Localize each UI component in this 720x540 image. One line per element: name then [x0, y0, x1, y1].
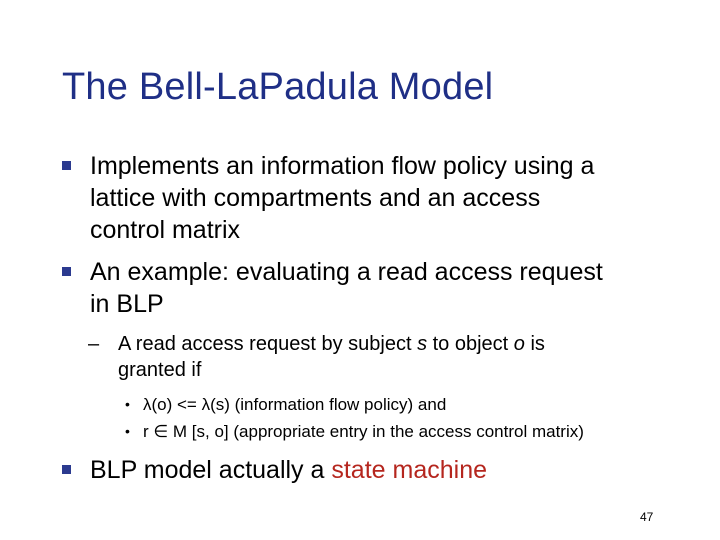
subject-variable: s — [417, 333, 428, 355]
sub-sub-bullet-1 — [125, 394, 685, 416]
bullet-2-line-1: An example: evaluating a read access request — [90, 258, 603, 286]
square-bullet-icon — [62, 267, 71, 276]
sub-sub-bullet-2 — [125, 421, 685, 443]
bullet-3-text — [90, 454, 682, 486]
dot-bullet-icon: • — [125, 396, 130, 412]
sub-sub-bullet-2-text: r ∈ M [s, o] (appropriate entry in the access control matrix) — [143, 422, 584, 441]
sub-bullet-text-a: A read access request by subject — [118, 333, 418, 355]
state-machine-highlight: state machine — [331, 456, 487, 484]
sub-bullet-line-1 — [118, 331, 668, 357]
sub-bullet-text-c: is — [524, 333, 545, 355]
page-number: 47 — [640, 510, 654, 524]
sub-bullet-line-2: granted if — [118, 359, 202, 381]
square-bullet-icon — [62, 161, 71, 170]
square-bullet-icon — [62, 465, 71, 474]
bullet-2 — [62, 256, 682, 320]
bullet-1 — [62, 150, 682, 246]
bullet-3-prefix: BLP model actually a — [90, 456, 332, 484]
slide-title: The Bell-LaPadula Model — [62, 66, 494, 108]
sub-bullet-text-b: to object — [427, 333, 514, 355]
dash-bullet-icon: – — [88, 333, 100, 355]
dot-bullet-icon: • — [125, 423, 130, 439]
bullet-1-line-3: control matrix — [90, 216, 241, 244]
sub-bullet — [88, 331, 668, 383]
bullet-1-line-2: lattice with compartments and an access — [90, 184, 541, 212]
bullet-1-line-1: Implements an information flow policy using a — [90, 152, 595, 180]
bullet-2-line-2: in BLP — [90, 290, 164, 318]
object-variable: o — [513, 333, 525, 355]
sub-sub-bullet-1-text: λ(o) <= λ(s) (information flow policy) and — [143, 395, 447, 414]
bullet-3 — [62, 454, 682, 486]
